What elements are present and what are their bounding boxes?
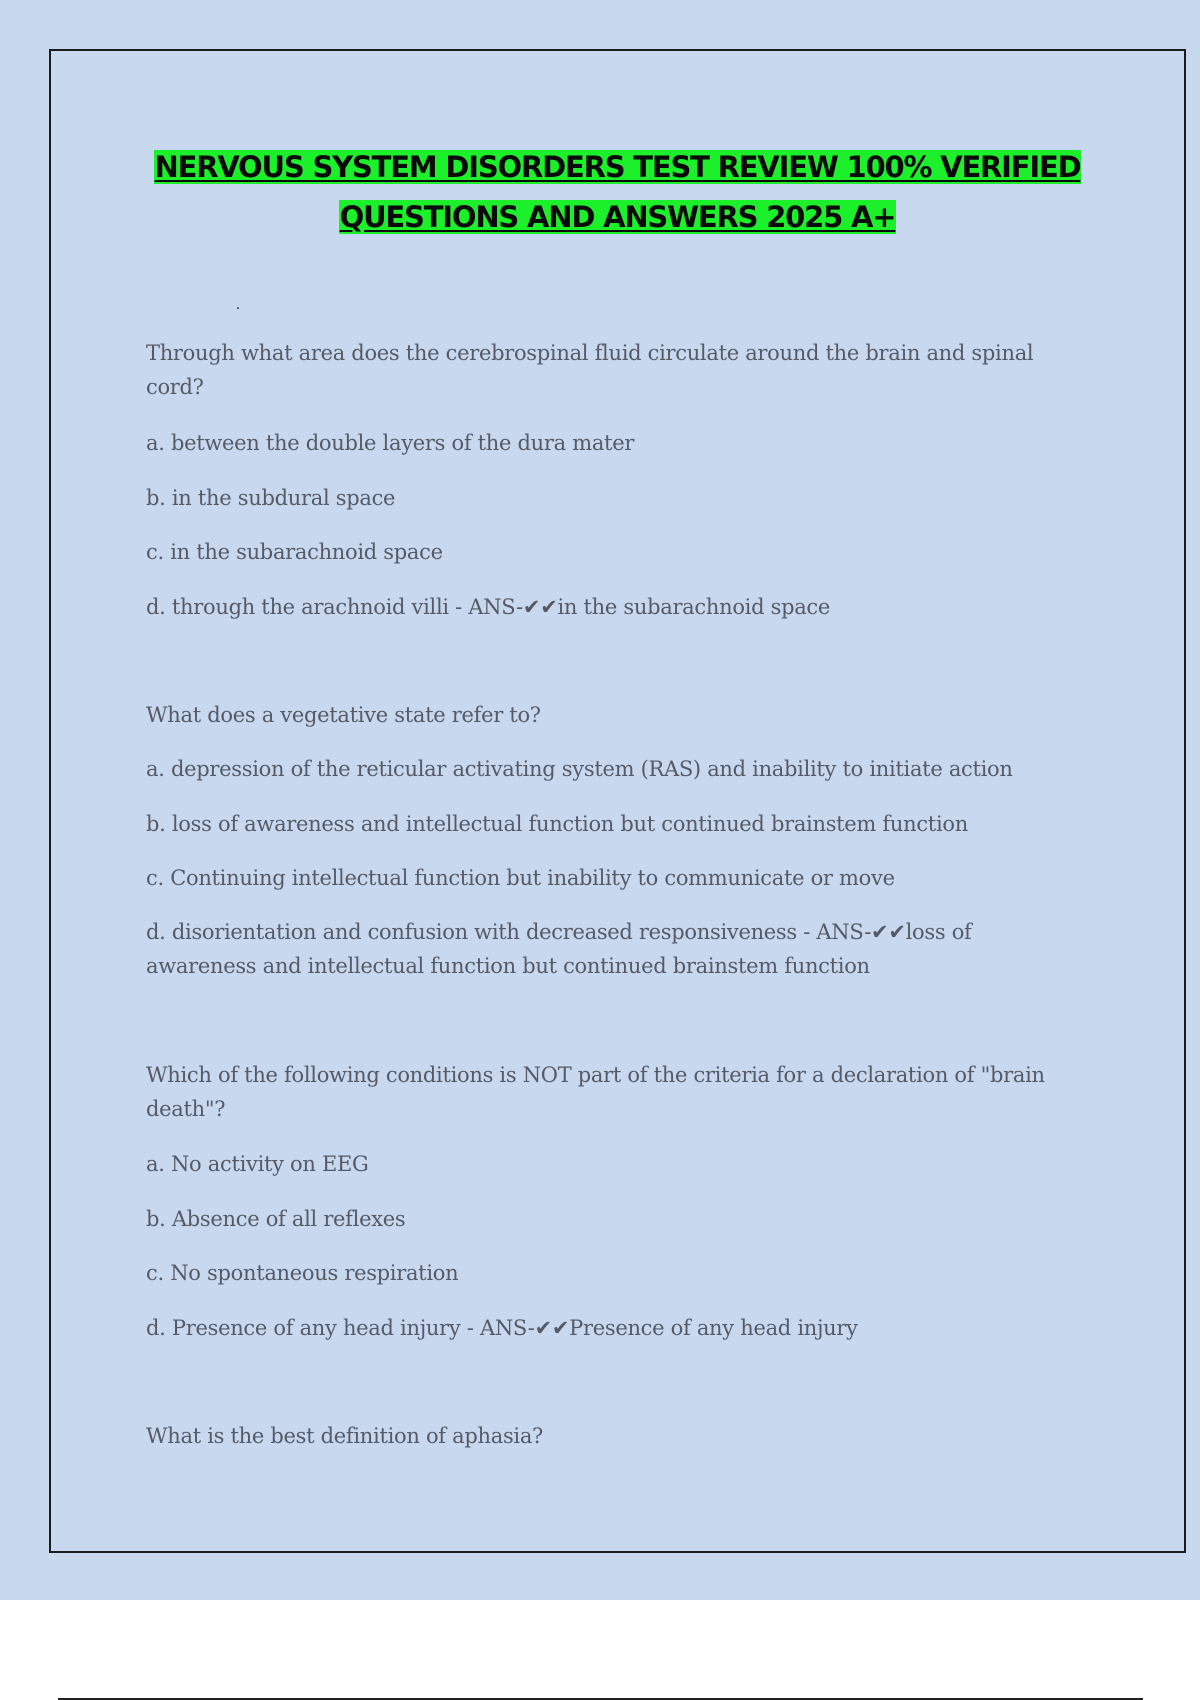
question-3-option-d-answer: d. Presence of any head injury - ANS-✔✔Presence of any head injury: [146, 1316, 858, 1340]
question-2-option-b: b. loss of awareness and intellectual function but continued brainstem function: [146, 812, 968, 836]
stray-mark: .: [236, 296, 240, 313]
title-line-2: QUESTIONS AND ANSWERS 2025 A+: [339, 200, 896, 234]
question-1-option-a: a. between the double layers of the dura mater: [146, 431, 635, 455]
question-2-option-c: c. Continuing intellectual function but inability to communicate or move: [146, 866, 895, 890]
question-3-option-b: b. Absence of all reflexes: [146, 1207, 406, 1231]
question-2-text: What does a vegetative state refer to?: [146, 703, 541, 727]
question-2-option-d-answer: d. disorientation and confusion with decreased responsiveness - ANS-✔✔loss of awareness and intellectual function but continued brainstem function: [146, 920, 972, 978]
question-1-option-c: c. in the subarachnoid space: [146, 540, 443, 564]
question-1-text: Through what area does the cerebrospinal fluid circulate around the brain and spinal cord?: [146, 341, 1034, 399]
question-1-option-d-answer: d. through the arachnoid villi - ANS-✔✔in the subarachnoid space: [146, 595, 831, 619]
question-1-option-b: b. in the subdural space: [146, 486, 396, 510]
question-2-option-a: a. depression of the reticular activating system (RAS) and inability to initiate action: [146, 757, 1013, 781]
question-3-option-c: c. No spontaneous respiration: [146, 1261, 459, 1285]
question-4-text: What is the best definition of aphasia?: [146, 1424, 544, 1448]
question-3-text: Which of the following conditions is NOT part of the criteria for a declaration of "brain death"?: [146, 1063, 1045, 1121]
question-3-option-a: a. No activity on EEG: [146, 1152, 369, 1176]
title-line-1: NERVOUS SYSTEM DISORDERS TEST REVIEW 100% VERIFIED: [154, 150, 1081, 184]
